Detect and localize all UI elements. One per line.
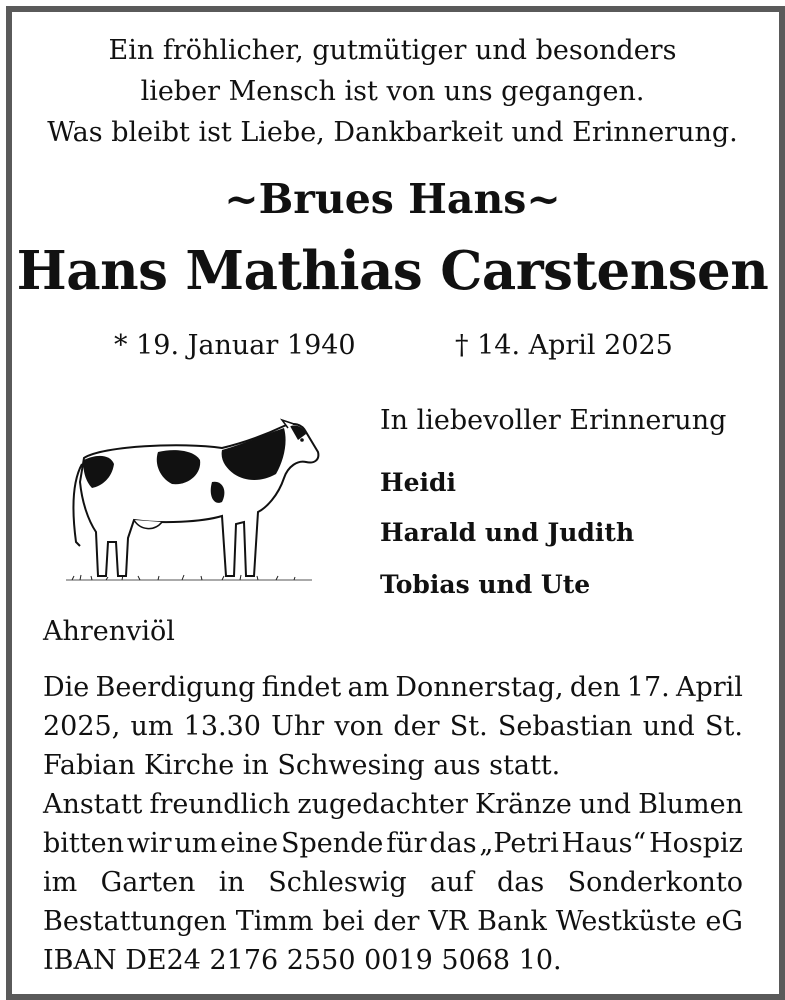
donation-line: Bestattungen Timm bei der VR Bank Westküste eG <box>43 906 743 937</box>
intro-line: lieber Mensch ist von uns gegangen. <box>140 76 645 107</box>
mourning-label: In liebevoller Erinnerung <box>380 405 727 436</box>
death-date: † 14. April 2025 <box>455 330 673 361</box>
mourner-name: Harald und Judith <box>380 518 635 547</box>
place-of-residence: Ahrenviöl <box>43 616 175 647</box>
birth-date: * 19. Januar 1940 <box>114 330 356 361</box>
mourner-name: Tobias und Ute <box>380 570 591 599</box>
intro-line: Was bleibt ist Liebe, Dankbarkeit und Erinnerung. <box>47 117 738 148</box>
deceased-name: Hans Mathias Carstensen <box>16 240 769 302</box>
funeral-line: Die Beerdigung findet am Donnerstag, den 17. April <box>43 672 743 703</box>
donation-line: bitten wir um eine Spende für das „Petri Haus“ Hospiz <box>43 828 743 859</box>
funeral-and-donation-text <box>43 668 743 980</box>
intro-line: Ein fröhlicher, gutmütiger und besonders <box>108 35 677 66</box>
donation-line: im Garten in Schleswig auf das Sonderkonto <box>43 867 743 898</box>
donation-line: Anstatt freundlich zugedachter Kränze und Blumen <box>43 789 743 820</box>
funeral-line: Fabian Kirche in Schwesing aus statt. <box>43 750 561 781</box>
mourner-name: Heidi <box>380 468 457 497</box>
donation-line: IBAN DE24 2176 2550 0019 5068 10. <box>43 945 562 976</box>
funeral-line: 2025, um 13.30 Uhr von der St. Sebastian und St. <box>43 711 743 742</box>
intro-verse <box>0 30 785 153</box>
nickname: ~Brues Hans~ <box>224 175 561 223</box>
cow-illustration <box>62 412 324 590</box>
